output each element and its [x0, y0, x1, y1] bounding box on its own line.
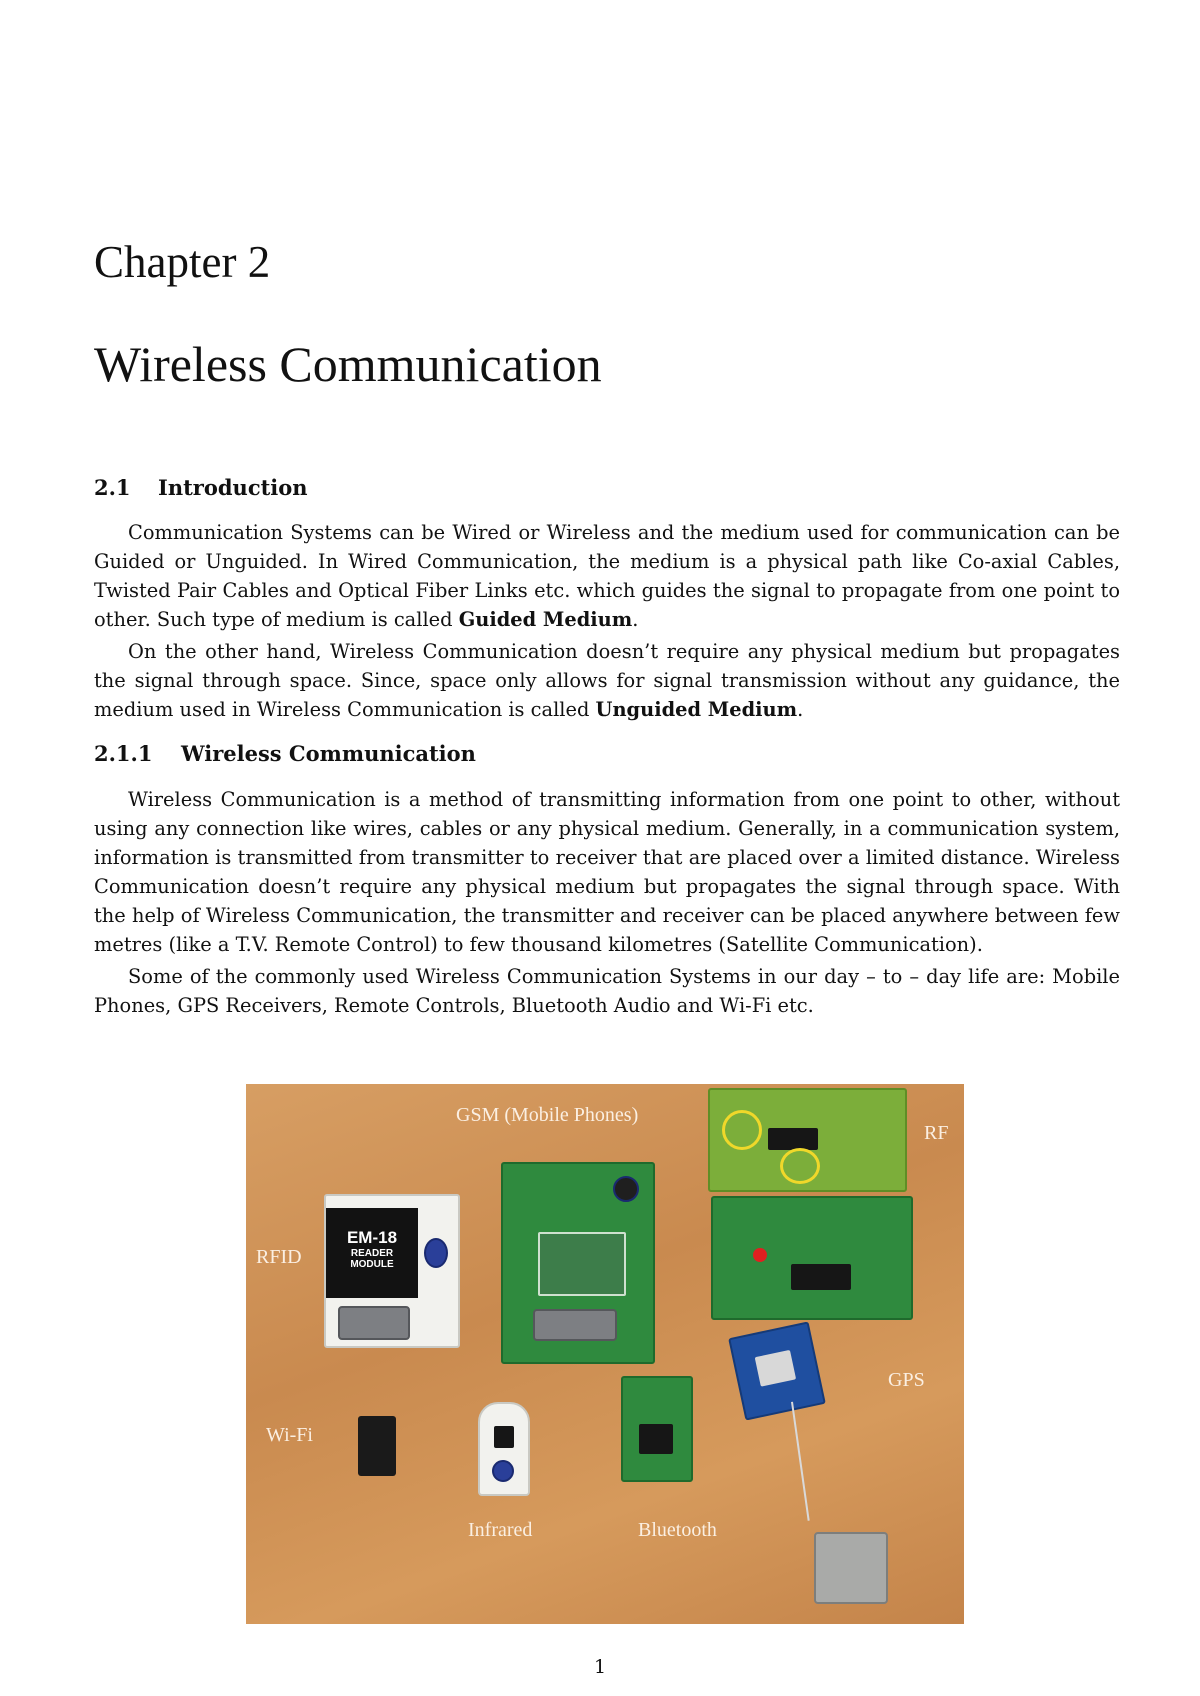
subsection-title: Wireless Communication: [181, 741, 476, 766]
paragraph: Communication Systems can be Wired or Wireless and the medium used for communication can be Guided or Unguided. In Wired Communication, the medium is a physical path like Co-axial Cables, Twisted Pair Cables and Optical Fiber Links etc. which guides the signal to propagate from one point to other. Such type of medium is called Guided Medium.: [94, 521, 1120, 631]
label-rf: RF: [924, 1122, 949, 1144]
em18-module: EM-18 READER MODULE: [326, 1208, 418, 1298]
serial-connector: [533, 1309, 617, 1341]
paragraph: On the other hand, Wireless Communication doesn’t require any physical medium but propagates the signal through space. Since, space only allows for signal transmission without any guidance, the medium used in Wireless Communication is called Unguided Medium.: [94, 640, 1120, 721]
potentiometer: [492, 1460, 514, 1482]
section-body: [94, 518, 1120, 727]
rf-transmitter-board: [708, 1088, 907, 1192]
bluetooth-board: [621, 1376, 693, 1482]
label-wifi: Wi-Fi: [266, 1424, 313, 1446]
bold-term: Unguided Medium: [595, 698, 798, 721]
gps-antenna: [814, 1532, 888, 1604]
label-gsm: GSM (Mobile Phones): [456, 1104, 639, 1126]
serial-connector: [338, 1306, 410, 1340]
label-infrared: Infrared: [468, 1519, 533, 1541]
antenna-cable: [791, 1402, 810, 1521]
bluetooth-chip: [639, 1424, 673, 1454]
label-gps: GPS: [888, 1369, 925, 1391]
wifi-module: [358, 1416, 396, 1476]
ic-chip: [494, 1426, 514, 1448]
capacitor: [424, 1238, 448, 1268]
subsection-heading: [94, 741, 476, 766]
gps-board: [728, 1321, 826, 1420]
bold-term: Guided Medium: [458, 608, 633, 631]
chapter-title: Wireless Communication: [94, 336, 602, 392]
wireless-modules-photo: [246, 1084, 964, 1624]
capacitor: [613, 1176, 639, 1202]
gsm-module-chip: [538, 1232, 626, 1296]
ic-chip: [791, 1264, 851, 1290]
subsection-body: [94, 785, 1120, 1023]
gps-chip: [755, 1350, 796, 1387]
coil-antenna: [722, 1110, 762, 1150]
red-led: [753, 1248, 767, 1262]
infrared-board: [478, 1402, 530, 1496]
label-bluetooth: Bluetooth: [638, 1519, 717, 1541]
page-number: 1: [593, 1656, 607, 1678]
paragraph: Some of the commonly used Wireless Communication Systems in our day – to – day life are: Mobile Phones, GPS Receivers, Remote Controls, Bluetooth Audio and Wi-Fi etc.: [94, 965, 1120, 1017]
chapter-label: Chapter 2: [94, 237, 271, 287]
coil-antenna: [780, 1148, 820, 1184]
rf-receiver-board: [711, 1196, 913, 1320]
section-title: Introduction: [158, 475, 308, 500]
section-number: 2.1: [94, 475, 131, 500]
subsection-number: 2.1.1: [94, 741, 153, 766]
gsm-board: [501, 1162, 655, 1364]
label-rfid: RFID: [256, 1246, 302, 1268]
paragraph: Wireless Communication is a method of transmitting information from one point to other, without using any connection like wires, cables or any physical medium. Generally, in a communication system, information is transmitted from transmitter to receiver that are placed over a limited distance. Wireless Communication doesn’t require any physical medium but propagates the signal through space. With the help of Wireless Communication, the transmitter and receiver can be placed anywhere between few metres (like a T.V. Remote Control) to few thousand kilometres (Satellite Communication).: [94, 788, 1120, 956]
rfid-board: [324, 1194, 460, 1348]
ic-chip: [768, 1128, 818, 1150]
section-heading: [94, 475, 308, 500]
